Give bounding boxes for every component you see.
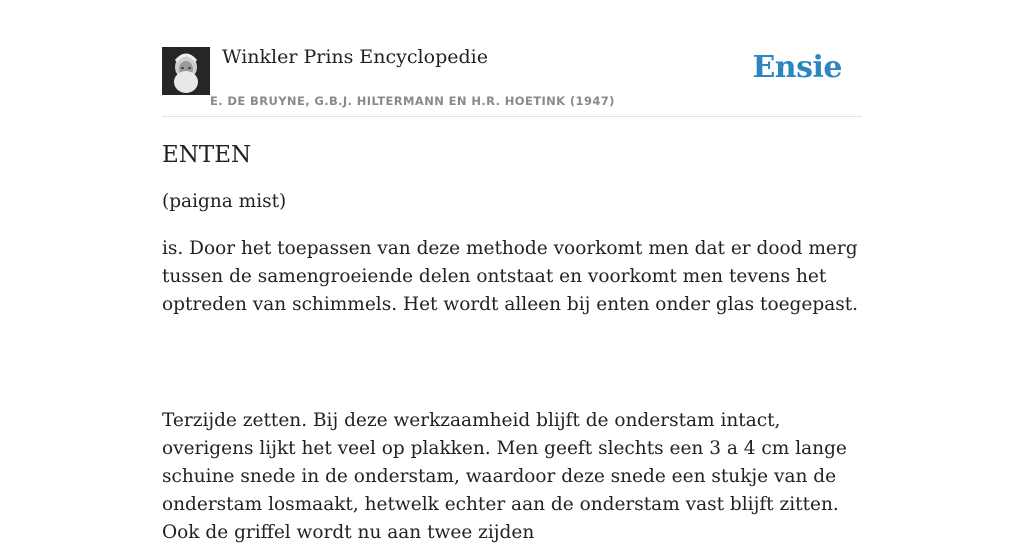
article-paragraph: Terzijde zetten. Bij deze werkzaamheid blijft de onderstam intact, overigens lijkt het veel op plakken. Men geeft slechts een 3 a 4 cm lange schuine snede in de onderstam, waardoor deze snede een stukje van de onderstam losmaakt, hetwelk echter aan de onderstam vast blijft zitten. Ook de griffel wordt nu aan twee zijden [162, 410, 847, 543]
header [162, 0, 862, 117]
article-paragraph: is. Door het toepassen van deze methode voorkomt men dat er dood merg tussen de samengroeiende delen ontstaat en voorkomt men tevens het optreden van schimmels. Het wordt alleen bij enten onder glas toegepast. [162, 238, 859, 315]
author-credits: E. DE BRUYNE, G.B.J. HILTERMANN EN H.R. HOETINK (1947) [210, 94, 615, 108]
article-body [162, 138, 862, 547]
author-portrait-icon [162, 47, 210, 95]
site-title: Winkler Prins Encyclopedie [222, 46, 488, 68]
brand-logo-link[interactable]: Ensie [752, 50, 842, 85]
entry-title: ENTEN [162, 142, 252, 168]
page-missing-note: (paigna mist) [162, 191, 287, 212]
